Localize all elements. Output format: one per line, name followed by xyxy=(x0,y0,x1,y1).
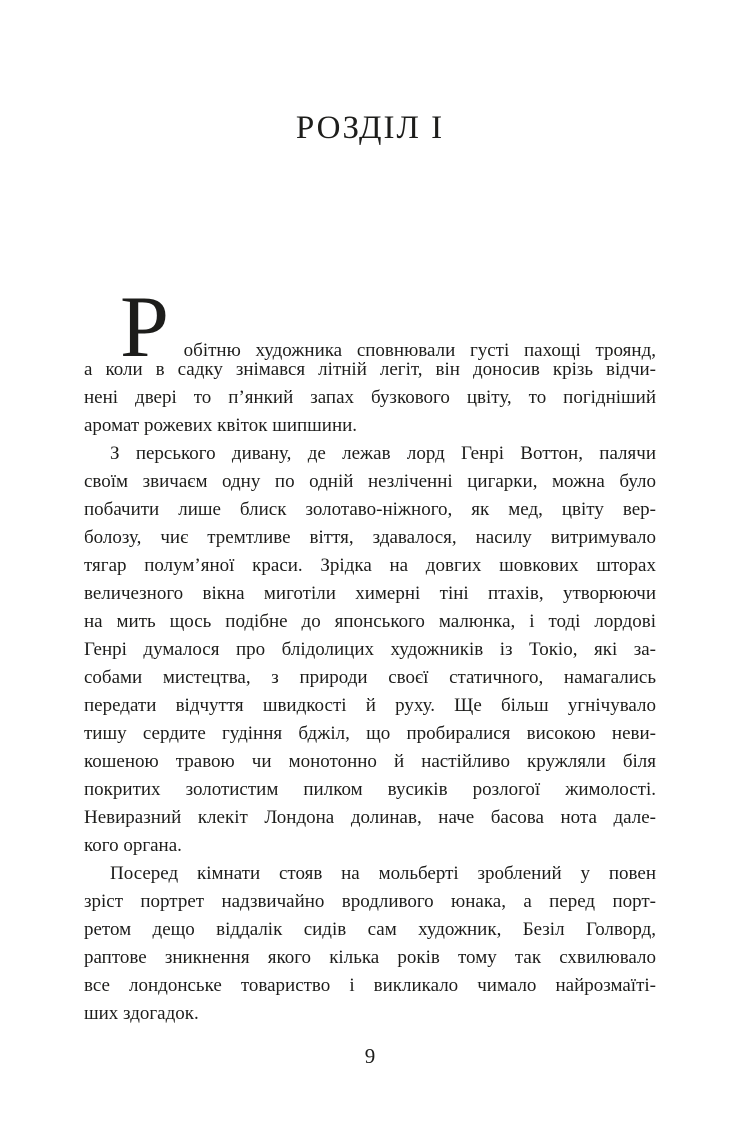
text-line: своїм звичаєм одну по одній незліченні цигарки, можна було xyxy=(84,471,656,492)
drop-cap-letter: Р xyxy=(120,279,169,376)
chapter-heading: РОЗДІЛ І xyxy=(295,110,445,146)
text-line: Посеред кімнати стояв на мольберті зроблений у повен xyxy=(110,863,656,884)
text-line: покритих золотистим пилком вусиків розлогої жимолості. xyxy=(84,779,656,800)
text-line: зріст портрет надзвичайно вродливого юнака, а перед порт- xyxy=(84,891,656,912)
text-line: болозу, чиє тремтливе віття, здавалося, насилу витримувало xyxy=(84,527,656,548)
text-line: передати відчуття швидкості й руху. Ще більш угнічувало xyxy=(84,695,656,716)
text-line: тягар полум’яної краси. Зрідка на довгих шовкових шторах xyxy=(84,555,656,576)
text-line: собами мистецтва, з природи своєї статичного, намагались xyxy=(84,667,656,688)
text-block xyxy=(84,279,656,1028)
text-line: на мить щось подібне до японського малюнка, і тоді лордові xyxy=(84,611,656,632)
text-line: Генрі думалося про блідолицих художників із Токіо, які за- xyxy=(84,639,656,660)
text-line: раптове зникнення якого кілька років тому так схвилювало xyxy=(84,947,656,968)
text-line: З перського дивану, де лежав лорд Генрі Воттон, палячи xyxy=(110,443,656,464)
text-line: аромат рожевих квіток шипшини. xyxy=(84,415,358,436)
text-line: Р обітню художника сповнювали густі пахощі троянд, xyxy=(120,279,656,376)
text-line: Невиразний клекіт Лондона долинав, наче басова нота дале- xyxy=(84,807,656,828)
text-line: нені двері то п’янкий запах бузкового цвіту, то погідніший xyxy=(84,387,656,408)
text-line: побачити лише блиск золотаво-ніжного, як мед, цвіту вер- xyxy=(84,499,656,520)
text-line: все лондонське товариство і викликало чимало найрозмаїті- xyxy=(84,975,656,996)
text-line: а коли в садку знімався літній легіт, він доносив крізь відчи- xyxy=(84,359,656,380)
page-number: 9 xyxy=(364,1044,376,1068)
text-line: величезного вікна миготіли химерні тіні птахів, утворюючи xyxy=(84,583,656,604)
text-line: кого органа. xyxy=(84,835,182,856)
text-line: ретом дещо віддалік сидів сам художник, Безіл Голворд, xyxy=(84,919,656,940)
text-line: ших здогадок. xyxy=(84,1003,199,1024)
text-line: кошеною травою чи монотонно й настійливо кружляли біля xyxy=(84,751,656,772)
text-line: тишу сердите гудіння бджіл, що пробиралися високою неви- xyxy=(84,723,656,744)
